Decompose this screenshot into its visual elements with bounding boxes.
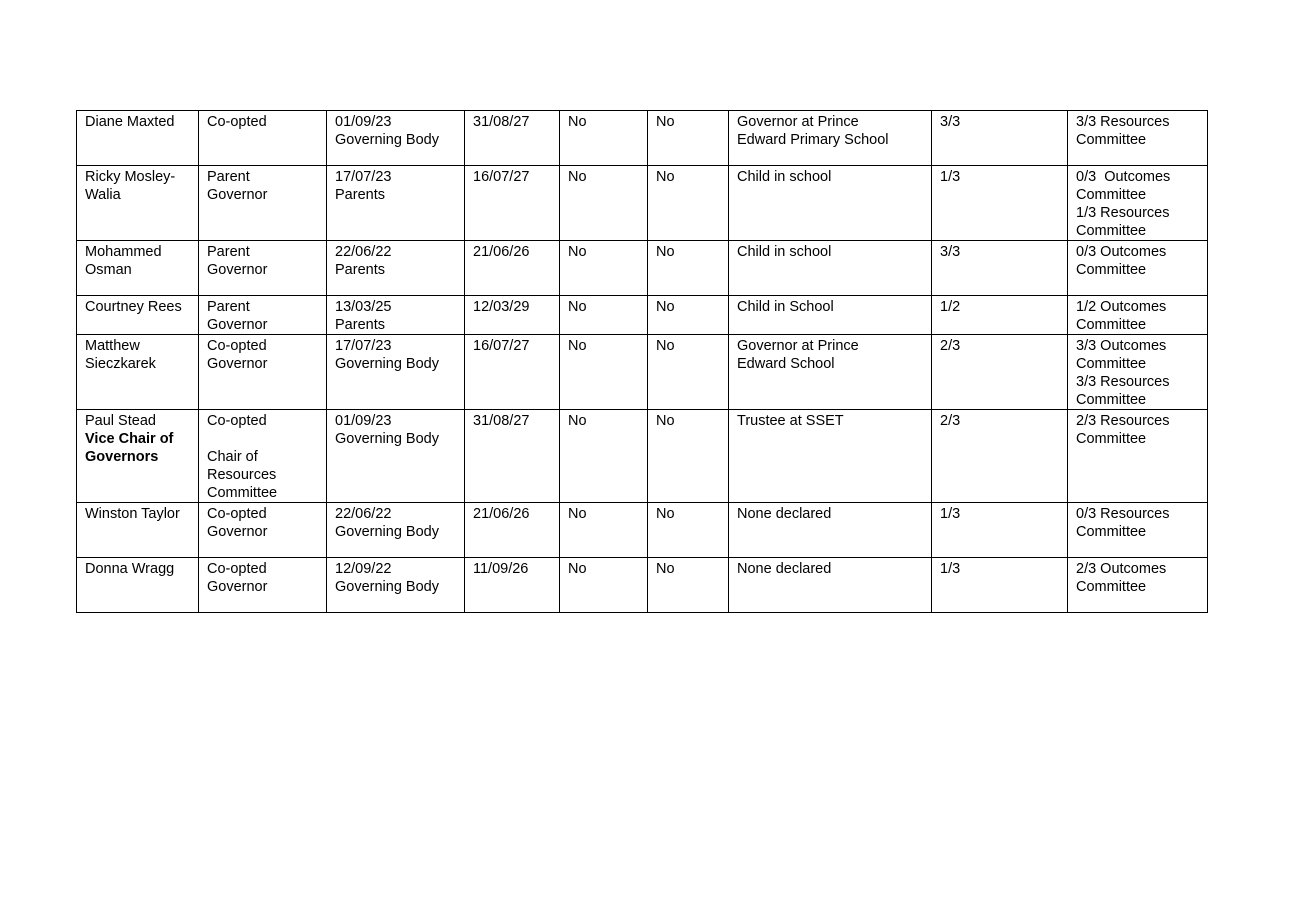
attendance-value: 3/3 xyxy=(940,114,961,130)
column-5-value: No xyxy=(568,506,587,522)
interest-line: None declared xyxy=(737,561,832,577)
column-6-cell xyxy=(648,241,729,296)
appointment-date: 22/06/22 xyxy=(335,244,392,260)
governor-name: Winston Taylor xyxy=(85,506,180,522)
table-row xyxy=(77,410,1208,503)
committee-line: 0/3 Outcomes xyxy=(1076,169,1171,185)
category-text: Governor xyxy=(207,524,268,540)
column-6-cell xyxy=(648,296,729,335)
appointment-date: 17/07/23 xyxy=(335,169,392,185)
governor-name: Sieczkarek xyxy=(85,356,156,372)
governor-name-cell xyxy=(77,410,199,503)
governor-name-cell xyxy=(77,241,199,296)
column-5-cell xyxy=(560,335,648,410)
interests-cell xyxy=(729,111,932,166)
interest-line: None declared xyxy=(737,506,832,522)
governor-name-cell xyxy=(77,335,199,410)
column-5-value: No xyxy=(568,114,587,130)
interests-cell xyxy=(729,558,932,613)
committee-line: 3/3 Outcomes xyxy=(1076,338,1167,354)
governor-name-cell xyxy=(77,558,199,613)
appointment-date: 17/07/23 xyxy=(335,338,392,354)
category-text: Co-opted xyxy=(207,413,267,429)
governor-name: Ricky Mosley- xyxy=(85,169,176,185)
column-5-value: No xyxy=(568,244,587,260)
appointment-date: 01/09/23 xyxy=(335,114,392,130)
appointment-date: 13/03/25 xyxy=(335,299,392,315)
category-cell xyxy=(199,410,327,503)
term-end-date: 16/07/27 xyxy=(473,338,530,354)
governor-name: Paul Stead xyxy=(85,413,156,429)
category-text: Governor xyxy=(207,356,268,372)
column-6-cell xyxy=(648,166,729,241)
appointment-cell xyxy=(327,111,465,166)
table-row xyxy=(77,111,1208,166)
committee-line: Committee xyxy=(1076,431,1147,447)
attendance-cell xyxy=(932,410,1068,503)
governor-role: Vice Chair of xyxy=(85,431,174,447)
category-role: Committee xyxy=(207,485,278,501)
category-cell xyxy=(199,241,327,296)
table-row xyxy=(77,296,1208,335)
committees-cell xyxy=(1068,503,1208,558)
interests-cell xyxy=(729,166,932,241)
appointed-by: Governing Body xyxy=(335,356,439,372)
term-end-date: 31/08/27 xyxy=(473,413,530,429)
term-end-cell xyxy=(465,111,560,166)
attendance-cell xyxy=(932,558,1068,613)
appointment-cell xyxy=(327,241,465,296)
column-5-value: No xyxy=(568,169,587,185)
term-end-date: 11/09/26 xyxy=(473,561,529,577)
category-text: Co-opted xyxy=(207,114,267,130)
attendance-cell xyxy=(932,296,1068,335)
attendance-value: 1/3 xyxy=(940,169,961,185)
appointment-date: 22/06/22 xyxy=(335,506,392,522)
term-end-cell xyxy=(465,296,560,335)
term-end-date: 16/07/27 xyxy=(473,169,530,185)
spacer xyxy=(207,430,318,448)
committee-line: 3/3 Resources xyxy=(1076,114,1170,130)
committee-line: Committee xyxy=(1076,187,1147,203)
committee-line: Committee xyxy=(1076,579,1147,595)
attendance-cell xyxy=(932,241,1068,296)
category-cell xyxy=(199,166,327,241)
category-text: Governor xyxy=(207,579,268,595)
interest-line: Edward School xyxy=(737,356,835,372)
committees-cell xyxy=(1068,111,1208,166)
governor-name: Mohammed xyxy=(85,244,162,260)
appointed-by: Governing Body xyxy=(335,579,439,595)
term-end-cell xyxy=(465,558,560,613)
category-text: Co-opted xyxy=(207,506,267,522)
attendance-value: 1/2 xyxy=(940,299,961,315)
category-role: Resources xyxy=(207,467,277,483)
committees-cell xyxy=(1068,335,1208,410)
column-5-cell xyxy=(560,241,648,296)
governor-name-cell xyxy=(77,166,199,241)
committee-line: Committee xyxy=(1076,262,1147,278)
interests-cell xyxy=(729,410,932,503)
column-5-value: No xyxy=(568,561,587,577)
category-role: Chair of xyxy=(207,449,258,465)
appointed-by: Governing Body xyxy=(335,132,439,148)
appointment-cell xyxy=(327,166,465,241)
term-end-date: 21/06/26 xyxy=(473,506,530,522)
governor-name: Courtney Rees xyxy=(85,299,182,315)
category-text: Governor xyxy=(207,317,268,333)
term-end-cell xyxy=(465,410,560,503)
column-5-cell xyxy=(560,410,648,503)
committee-line: 2/3 Outcomes xyxy=(1076,561,1167,577)
category-cell xyxy=(199,503,327,558)
attendance-value: 2/3 xyxy=(940,338,961,354)
interest-line: Governor at Prince xyxy=(737,338,859,354)
governor-name: Walia xyxy=(85,187,121,203)
table-row xyxy=(77,166,1208,241)
committee-line: Committee xyxy=(1076,317,1147,333)
appointed-by: Parents xyxy=(335,187,385,203)
governor-name: Diane Maxted xyxy=(85,114,175,130)
category-text: Parent xyxy=(207,299,250,315)
appointment-date: 01/09/23 xyxy=(335,413,392,429)
interests-cell xyxy=(729,335,932,410)
interests-cell xyxy=(729,503,932,558)
committee-line: 2/3 Resources xyxy=(1076,413,1170,429)
appointment-cell xyxy=(327,335,465,410)
governor-name: Matthew xyxy=(85,338,140,354)
category-text: Parent xyxy=(207,244,250,260)
category-text: Governor xyxy=(207,262,268,278)
column-6-cell xyxy=(648,503,729,558)
column-6-cell xyxy=(648,111,729,166)
attendance-value: 2/3 xyxy=(940,413,961,429)
column-6-cell xyxy=(648,410,729,503)
attendance-cell xyxy=(932,503,1068,558)
table-row xyxy=(77,241,1208,296)
interest-line: Child in school xyxy=(737,244,832,260)
appointed-by: Parents xyxy=(335,262,385,278)
attendance-cell xyxy=(932,335,1068,410)
committees-cell xyxy=(1068,296,1208,335)
appointment-cell xyxy=(327,296,465,335)
interest-line: Trustee at SSET xyxy=(737,413,844,429)
column-6-value: No xyxy=(656,169,675,185)
column-6-value: No xyxy=(656,244,675,260)
category-cell xyxy=(199,558,327,613)
term-end-date: 31/08/27 xyxy=(473,114,530,130)
appointment-date: 12/09/22 xyxy=(335,561,392,577)
column-6-value: No xyxy=(656,114,675,130)
governor-role: Governors xyxy=(85,449,159,465)
category-cell xyxy=(199,111,327,166)
table-row xyxy=(77,335,1208,410)
term-end-cell xyxy=(465,241,560,296)
attendance-cell xyxy=(932,111,1068,166)
appointment-cell xyxy=(327,410,465,503)
governor-name: Osman xyxy=(85,262,132,278)
committee-line: 1/2 Outcomes xyxy=(1076,299,1167,315)
category-text: Governor xyxy=(207,187,268,203)
column-5-cell xyxy=(560,503,648,558)
column-6-cell xyxy=(648,558,729,613)
committee-line: Committee xyxy=(1076,392,1147,408)
column-5-cell xyxy=(560,111,648,166)
appointed-by: Governing Body xyxy=(335,524,439,540)
term-end-cell xyxy=(465,166,560,241)
column-6-value: No xyxy=(656,299,675,315)
interests-cell xyxy=(729,296,932,335)
category-cell xyxy=(199,296,327,335)
category-text: Parent xyxy=(207,169,250,185)
interest-line: Child in school xyxy=(737,169,832,185)
committee-line: Committee xyxy=(1076,132,1147,148)
governor-name-cell xyxy=(77,296,199,335)
attendance-value: 3/3 xyxy=(940,244,961,260)
attendance-value: 1/3 xyxy=(940,506,961,522)
appointed-by: Parents xyxy=(335,317,385,333)
attendance-value: 1/3 xyxy=(940,561,961,577)
column-5-value: No xyxy=(568,338,587,354)
column-6-value: No xyxy=(656,506,675,522)
committee-line: Committee xyxy=(1076,356,1147,372)
table-row xyxy=(77,558,1208,613)
column-6-value: No xyxy=(656,338,675,354)
column-5-value: No xyxy=(568,299,587,315)
column-5-value: No xyxy=(568,413,587,429)
column-5-cell xyxy=(560,166,648,241)
committee-line: Committee xyxy=(1076,524,1147,540)
committee-line: 1/3 Resources xyxy=(1076,205,1170,221)
interest-line: Governor at Prince xyxy=(737,114,859,130)
governor-name-cell xyxy=(77,503,199,558)
column-5-cell xyxy=(560,296,648,335)
committees-cell xyxy=(1068,166,1208,241)
category-text: Co-opted xyxy=(207,338,267,354)
category-text: Co-opted xyxy=(207,561,267,577)
committees-cell xyxy=(1068,241,1208,296)
committees-cell xyxy=(1068,558,1208,613)
interests-cell xyxy=(729,241,932,296)
term-end-date: 12/03/29 xyxy=(473,299,530,315)
attendance-cell xyxy=(932,166,1068,241)
column-6-value: No xyxy=(656,413,675,429)
committees-cell xyxy=(1068,410,1208,503)
table-row xyxy=(77,503,1208,558)
governors-table xyxy=(76,110,1208,613)
appointed-by: Governing Body xyxy=(335,431,439,447)
committee-line: 0/3 Resources xyxy=(1076,506,1170,522)
committee-line: 0/3 Outcomes xyxy=(1076,244,1167,260)
appointment-cell xyxy=(327,558,465,613)
column-6-cell xyxy=(648,335,729,410)
governor-name: Donna Wragg xyxy=(85,561,175,577)
appointment-cell xyxy=(327,503,465,558)
committee-line: Committee xyxy=(1076,223,1147,239)
column-6-value: No xyxy=(656,561,675,577)
term-end-cell xyxy=(465,335,560,410)
interest-line: Edward Primary School xyxy=(737,132,889,148)
governor-name-cell xyxy=(77,111,199,166)
interest-line: Child in School xyxy=(737,299,834,315)
committee-line: 3/3 Resources xyxy=(1076,374,1170,390)
column-5-cell xyxy=(560,558,648,613)
term-end-cell xyxy=(465,503,560,558)
category-cell xyxy=(199,335,327,410)
term-end-date: 21/06/26 xyxy=(473,244,530,260)
